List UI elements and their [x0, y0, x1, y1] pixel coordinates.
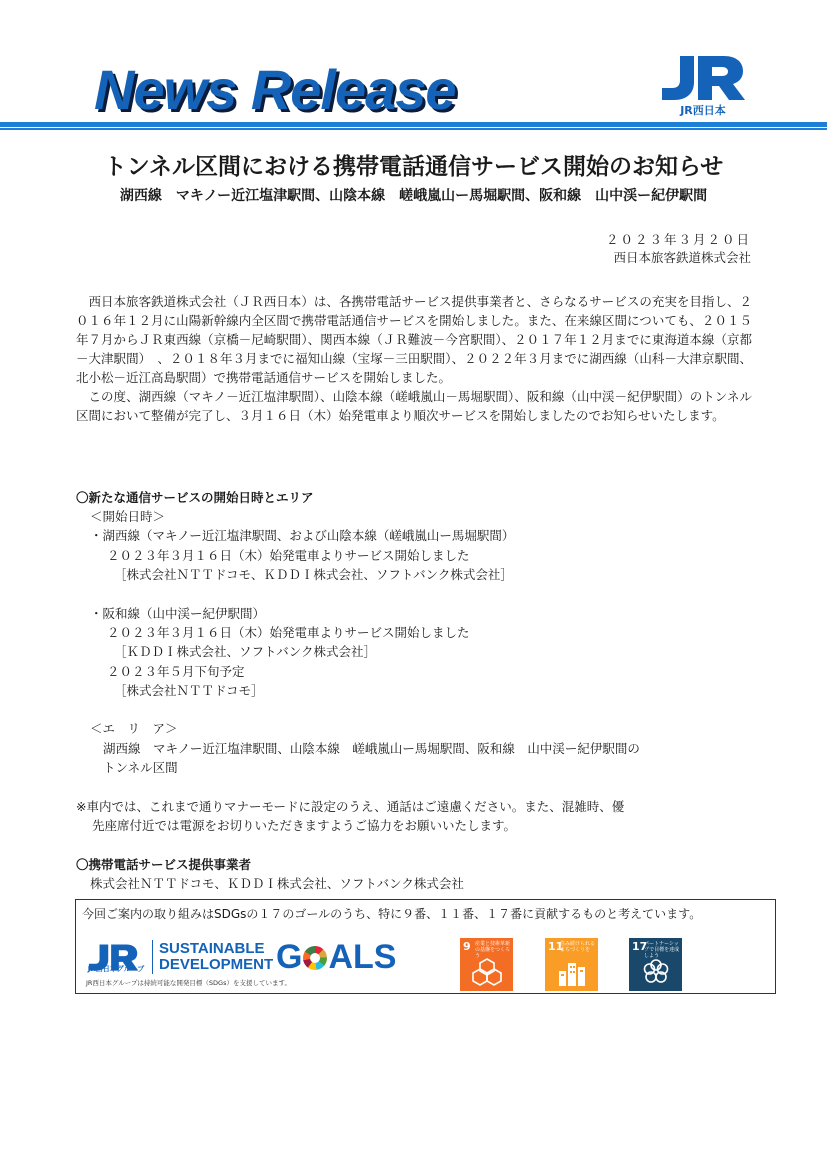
- line2-date: ２０２３年３月１６日（木）始発電車よりサービス開始しました: [107, 625, 470, 640]
- header-rule: [0, 122, 827, 127]
- line1-title: ・湖西線（マキノー近江塩津駅間、および山陰本線（嵯峨嵐山ー馬堀駅間）: [90, 528, 515, 543]
- release-date: ２０２３年３月２０日: [605, 232, 751, 247]
- sdg-logo-sustainable: SUSTAINABLE: [159, 940, 265, 957]
- line2-title: ・阪和線（山中渓ー紀伊駅間）: [90, 606, 266, 621]
- manner-note: ※車内では、これまで通りマナーモードに設定のうえ、通話はご遠慮ください。また、混雑時、優: [76, 799, 625, 814]
- sdg-goal-17-tile: [629, 938, 682, 991]
- area-label: ＜エ リ ア＞: [90, 721, 178, 736]
- company-name: 西日本旅客鉄道株式会社: [613, 250, 751, 265]
- sdg-wheel-icon: [303, 946, 327, 970]
- body-text: [76, 292, 752, 425]
- line2-carriers2: ［株式会社ＮＴＴドコモ］: [114, 683, 264, 698]
- line1-date: ２０２３年３月１６日（木）始発電車よりサービス開始しました: [107, 548, 470, 563]
- city-buildings-icon: [557, 957, 587, 987]
- header-rule-thin: [0, 128, 827, 130]
- sdgs-support-note: JR西日本グループは持続可能な開発目標（SDGs）を支援しています。: [86, 979, 291, 987]
- jr-logo-icon: [658, 54, 748, 104]
- sdg-goals-rest: ALS: [328, 938, 397, 976]
- sdg-goal-11-tile: [545, 938, 598, 991]
- manner-note-cont: 先座席付近では電源をお切りいただきますようご協力をお願いいたします。: [92, 818, 517, 833]
- sdgs-intro: 今回ご案内の取り組みはSDGsの１７のゴールのうち、特に９番、１１番、１７番に貢献するものと考えています。: [82, 907, 702, 921]
- paragraph: 西日本旅客鉄道株式会社（ＪＲ西日本）は、各携帯電話サービス提供事業者と、さらなるサービスの充実を目指し、２０１６年１２月に山陽新幹線内全区間で携帯電話通信サービスを開始しました。また、在来線区間についても、２０１５年７月からＪＲ東西線（京橋－尼崎駅間）、関西本線（ＪＲ難波－今宮駅間）、２０１７年１２月までに東海道本線（京都－大津駅間） 、２０１８年３月までに福知山線（宝塚－三田駅間）、２０２２年３月までに湖西線（山科－大津京駅間、北小松－近江高島駅間）で携帯電話通信サービスを開始しました。: [76, 294, 752, 385]
- providers-list: 株式会社ＮＴＴドコモ、ＫＤＤＩ株式会社、ソフトバンク株式会社: [90, 876, 464, 891]
- start-label: ＜開始日時＞: [90, 509, 166, 524]
- sdg-goals-wordmark: [276, 938, 396, 976]
- sdg-logo-development: DEVELOPMENT: [159, 956, 274, 973]
- jr-west-logo: [658, 54, 748, 120]
- line2-date2: ２０２３年５月下旬予定: [107, 664, 245, 679]
- goal-number: 9: [463, 940, 471, 953]
- news-release-title: News Release: [94, 58, 456, 121]
- sdgs-box: [75, 899, 776, 994]
- goal-text: 産業と技術革新の基盤をつくろう: [475, 941, 511, 959]
- goal-text: パートナーシップで目標を達成しよう: [644, 941, 680, 959]
- section-heading-providers: 〇携帯電話サービス提供事業者: [76, 857, 252, 872]
- page-title: トンネル区間における携帯電話通信サービス開始のお知らせ: [103, 154, 724, 180]
- goal-text: 住み続けられるまちづくりを: [560, 941, 596, 953]
- partnership-flower-icon: [641, 957, 671, 987]
- section-heading-service: 〇新たな通信サービスの開始日時とエリア: [76, 490, 314, 505]
- page-subtitle: 湖西線 マキノー近江塩津駅間、山陰本線 嵯峨嵐山ー馬堀駅間、阪和線 山中渓ー紀伊駅間: [119, 188, 708, 204]
- industry-cubes-icon: [472, 957, 502, 987]
- jr-logo-label: JR西日本: [680, 104, 726, 117]
- paragraph: この度、湖西線（マキノ－近江塩津駅間）、山陰本線（嵯峨嵐山－馬堀駅間）、阪和線（山中渓－紀伊駅間）のトンネル区間において整備が完了し、３月１６日（木）始発電車より順次サービスを開始しましたのでお知らせいたします。: [76, 389, 752, 423]
- sdg-goal-9-tile: [460, 938, 513, 991]
- sdg-goals-g: G: [276, 938, 303, 976]
- goal-number: 17: [632, 940, 648, 953]
- area-line: トンネル区間: [103, 760, 178, 775]
- line2-carriers: ［ＫＤＤＩ株式会社、ソフトバンク株式会社］: [114, 644, 377, 659]
- jr-group-label: JR西日本グループ: [87, 965, 145, 973]
- line1-carriers: ［株式会社ＮＴＴドコモ、ＫＤＤＩ株式会社、ソフトバンク株式会社］: [114, 567, 513, 582]
- area-line: 湖西線 マキノー近江塩津駅間、山陰本線 嵯峨嵐山ー馬堀駅間、阪和線 山中渓ー紀伊駅間の: [103, 741, 640, 756]
- goal-number: 11: [548, 940, 564, 953]
- logo-divider: [152, 940, 153, 974]
